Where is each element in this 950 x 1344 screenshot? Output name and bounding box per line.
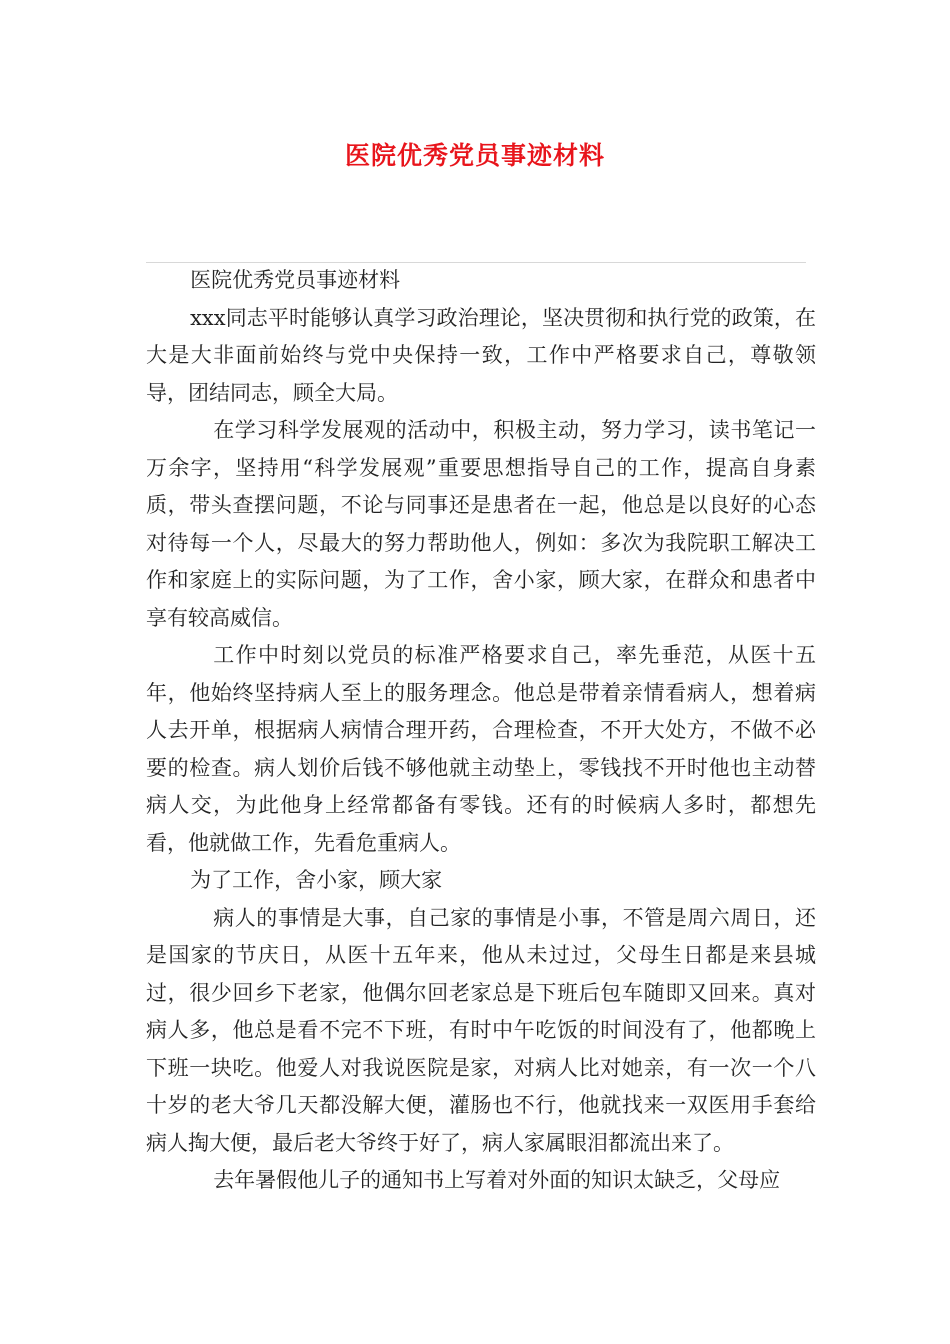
paragraph: 病人的事情是大事，自己家的事情是小事，不管是周六周日，还是国家的节庆日，从医十五年来，他从未过过，父母生日都是来县城过，很少回乡下老家，他偶尔回老家总是下班后包车随即又回来。真对病人多，他总是看不完不下班，有时中午吃饭的时间没有了，他都晚上下班一块吃。他爱人对我说医院是家，对病人比对她亲，有一次一个八十岁的老大爷几天都没解大便，灌肠也不行，他就找来一双医用手套给病人掏大便，最后老大爷终于好了，病人家属眼泪都流出来了。 (146, 905, 816, 1155)
document-body (146, 262, 816, 1200)
paragraph: xxx同志平时能够认真学习政治理论，坚决贯彻和执行党的政策，在大是大非面前始终与党中央保持一致，工作中严格要求自己，尊敬领导，团结同志，顾全大局。 (146, 305, 816, 405)
section-heading: 为了工作，舍小家，顾大家 (190, 868, 443, 892)
paragraph: 工作中时刻以党员的标准严格要求自己，率先垂范，从医十五年，他始终坚持病人至上的服务理念。他总是带着亲情看病人，想着病人去开单，根据病人病情合理开药，合理检查，不开大处方，不做不必要的检查。病人划价后钱不够他就主动垫上，零钱找不开时他也主动替病人交，为此他身上经常都备有零钱。还有的时候病人多时，都想先看，他就做工作，先看危重病人。 (146, 643, 816, 855)
body-heading: 医院优秀党员事迹材料 (190, 268, 401, 292)
document-title: 医院优秀党员事迹材料 (344, 141, 605, 170)
paragraph: 去年暑假他儿子的通知书上写着对外面的知识太缺乏，父母应 (213, 1168, 781, 1192)
paragraph: 在学习科学发展观的活动中，积极主动，努力学习，读书笔记一万余字，坚持用“科学发展观”重要思想指导自己的工作，提高自身素质，带头查摆问题，不论与同事还是患者在一起，他总是以良好的心态对待每一个人，尽最大的努力帮助他人，例如：多次为我院职工解决工作和家庭上的实际问题，为了工作，舍小家，顾大家，在群众和患者中享有较高威信。 (146, 418, 816, 630)
